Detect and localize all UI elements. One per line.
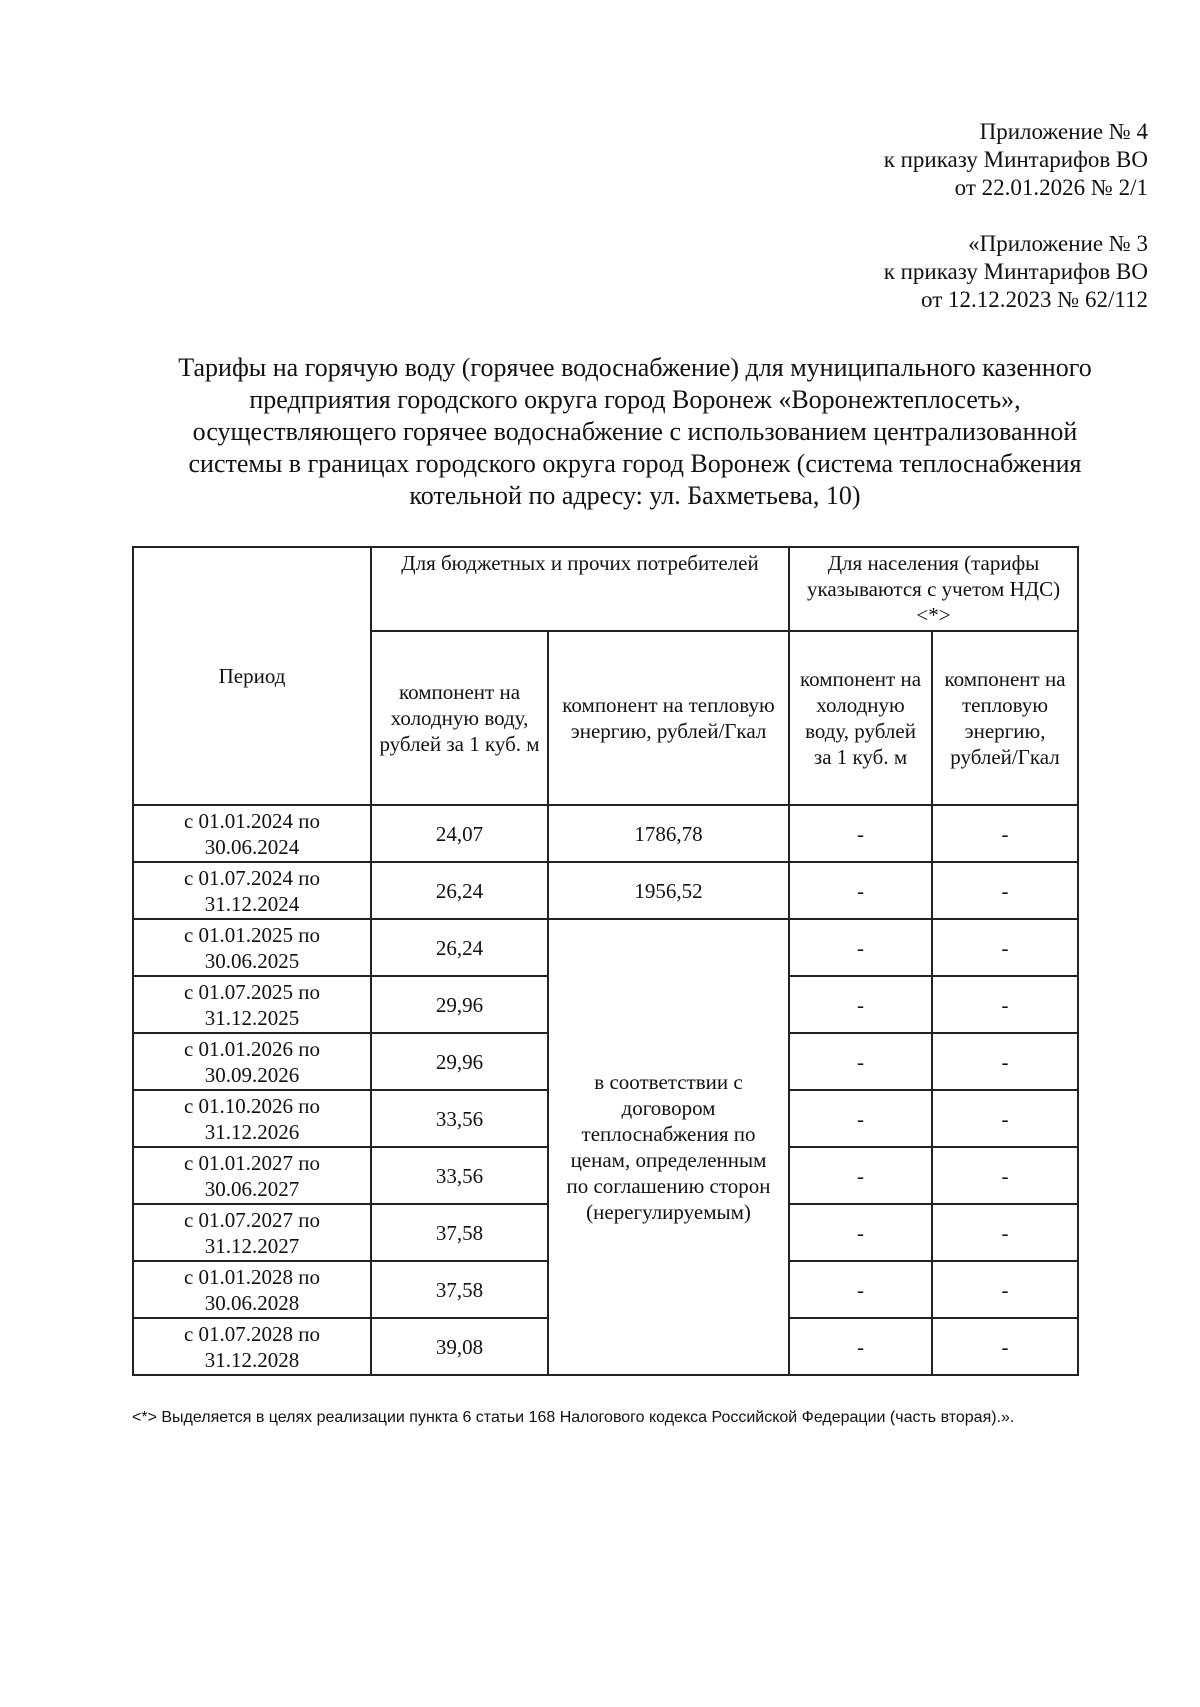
- cold-water-cell: 33,56: [371, 1090, 548, 1147]
- period-cell: с 01.07.2025 по 31.12.2025: [133, 976, 371, 1033]
- period-cell: с 01.01.2025 по 30.06.2025: [133, 919, 371, 976]
- population-heat-cell: -: [932, 862, 1078, 919]
- tariff-table: [132, 546, 1079, 1376]
- title-line-5: котельной по адресу: ул. Бахметьева, 10): [409, 481, 861, 510]
- cold-water-cell: 26,24: [371, 862, 548, 919]
- population-cold-cell: -: [789, 1204, 932, 1261]
- title-line-2: предприятия городского округа город Воронеж «Воронежтеплосеть»,: [249, 385, 1021, 414]
- annex-current-line-1: Приложение № 4: [979, 119, 1148, 144]
- table-row: [133, 805, 1078, 862]
- cold-water-cell: 37,58: [371, 1261, 548, 1318]
- annex-previous-line-1: «Приложение № 3: [968, 231, 1148, 256]
- period-cell: с 01.01.2024 по 30.06.2024: [133, 805, 371, 862]
- header-population-cold-water: компонент на холодную воду, рублей за 1 куб. м: [789, 631, 932, 805]
- population-heat-cell: -: [932, 919, 1078, 976]
- population-heat-cell: -: [932, 976, 1078, 1033]
- annex-current-line-3: от 22.01.2026 № 2/1: [954, 175, 1148, 200]
- population-cold-cell: -: [789, 919, 932, 976]
- period-cell: с 01.07.2024 по 31.12.2024: [133, 862, 371, 919]
- population-heat-cell: -: [932, 1204, 1078, 1261]
- title-line-3: осуществляющего горячее водоснабжение с использованием централизованной: [192, 417, 1078, 446]
- population-cold-cell: -: [789, 805, 932, 862]
- period-cell: с 01.07.2027 по 31.12.2027: [133, 1204, 371, 1261]
- document-title: [130, 352, 1140, 512]
- cold-water-cell: 24,07: [371, 805, 548, 862]
- cold-water-cell: 29,96: [371, 1033, 548, 1090]
- header-budget-cold-water: компонент на холодную воду, рублей за 1 куб. м: [371, 631, 548, 805]
- cold-water-cell: 33,56: [371, 1147, 548, 1204]
- population-heat-cell: -: [932, 1033, 1078, 1090]
- heat-energy-merged-note: в соответствии с договором теплоснабжения по ценам, определенным по соглашению сторон (нерегулируемым): [548, 919, 789, 1375]
- period-cell: с 01.10.2026 по 31.12.2026: [133, 1090, 371, 1147]
- population-cold-cell: -: [789, 1090, 932, 1147]
- header-population-heat-energy: компонент на тепловую энергию, рублей/Гкал: [932, 631, 1078, 805]
- heat-energy-cell: 1956,52: [548, 862, 789, 919]
- population-cold-cell: -: [789, 862, 932, 919]
- population-heat-cell: -: [932, 1261, 1078, 1318]
- table-row: [133, 862, 1078, 919]
- population-cold-cell: -: [789, 1033, 932, 1090]
- cold-water-cell: 29,96: [371, 976, 548, 1033]
- header-group-budget: Для бюджетных и прочих потребителей: [371, 547, 789, 631]
- footnote: <*> Выделяется в целях реализации пункта 6 статьи 168 Налогового кодекса Российской Федерации (часть вторая).».: [132, 1409, 1015, 1426]
- header-group-population: Для населения (тарифы указываются с учетом НДС) <*>: [789, 547, 1078, 631]
- period-cell: с 01.01.2026 по 30.09.2026: [133, 1033, 371, 1090]
- cold-water-cell: 37,58: [371, 1204, 548, 1261]
- annex-previous-line-3: от 12.12.2023 № 62/112: [921, 287, 1148, 312]
- cold-water-cell: 39,08: [371, 1318, 548, 1375]
- annex-previous-line-2: к приказу Минтарифов ВО: [883, 259, 1148, 284]
- annex-current-reference: [884, 118, 1148, 202]
- population-cold-cell: -: [789, 1318, 932, 1375]
- title-line-4: системы в границах городского округа город Воронеж (система теплоснабжения: [188, 449, 1082, 478]
- period-cell: с 01.01.2027 по 30.06.2027: [133, 1147, 371, 1204]
- annex-current-line-2: к приказу Минтарифов ВО: [883, 147, 1148, 172]
- period-cell: с 01.01.2028 по 30.06.2028: [133, 1261, 371, 1318]
- population-heat-cell: -: [932, 1318, 1078, 1375]
- population-cold-cell: -: [789, 1147, 932, 1204]
- population-heat-cell: -: [932, 1090, 1078, 1147]
- population-cold-cell: -: [789, 976, 932, 1033]
- population-cold-cell: -: [789, 1261, 932, 1318]
- table-row: [133, 919, 1078, 976]
- period-cell: с 01.07.2028 по 31.12.2028: [133, 1318, 371, 1375]
- population-heat-cell: -: [932, 805, 1078, 862]
- heat-energy-cell: 1786,78: [548, 805, 789, 862]
- header-budget-heat-energy: компонент на тепловую энергию, рублей/Гкал: [548, 631, 789, 805]
- population-heat-cell: -: [932, 1147, 1078, 1204]
- header-period: Период: [133, 547, 371, 805]
- annex-previous-reference: [884, 230, 1148, 314]
- cold-water-cell: 26,24: [371, 919, 548, 976]
- title-line-1: Тарифы на горячую воду (горячее водоснабжение) для муниципального казенного: [178, 353, 1092, 382]
